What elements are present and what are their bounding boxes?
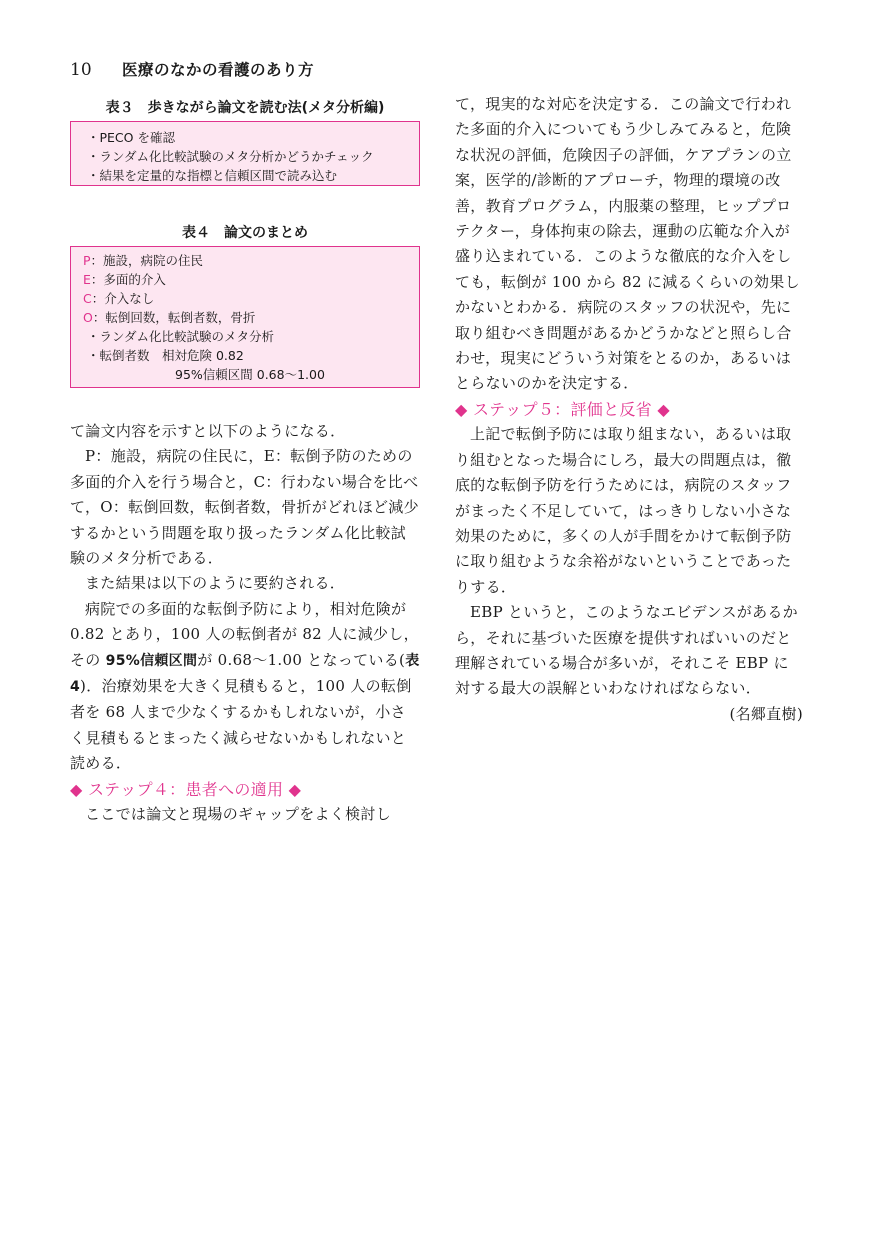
text-run: が 0.68〜1.00 となっている( [197,650,406,669]
left-column [70,419,420,828]
peco-text: ：多面的介入 [90,272,166,287]
table4-item: ・転倒者数 相対危険 0.82 [87,348,244,363]
page-number: 10 [70,60,92,80]
body-paragraph: また結果は以下のように要約される． [85,574,346,593]
table3-item: ・ランダム化比較試験のメタ分析かどうかチェック [87,149,374,164]
text-run: )．治療効果を大きく見積もると，100 人の転倒者を 68 人まで少なくするかもしれないが，小さく見積もるとまったく減らせないかもしれないと読める． [70,677,412,773]
page-header [70,58,314,80]
body-paragraph: て，現実的な対応を決定する．この論文で行われた多面的介入についてもう少しみてみると，危険な状況の評価，危険因子の評価，ケアプランの立案，医学的/診断的アプローチ，物理的環境の改善，教育プログラム，内服薬の整理，ヒッププロテクター，身体拘束の除去，運動の広範な介入が盛り込まれている．このような徹底的な介入をしても，転倒が 100 から 82 に減るくらいの効果しかないとわかる．病院のスタッフの状況や，先に取り組むべき問題があるかどうかなどと照らし合わせ，現実にどういう対策をとるのか，あるいはとらないのかを決定する． [455,95,800,393]
body-paragraph: ここでは論文と現場のギャップをよく検討し [85,805,392,824]
body-paragraph: P：施設，病院の住民に，E：転倒予防のための多面的介入を行う場合と，C：行わない場合を比べて，O：転倒回数，転倒者数，骨折がどれほど減少するかという問題を取り扱ったランダム化比較試験のメタ分析である． [70,447,419,568]
table3-box [70,121,420,186]
body-paragraph: て論文内容を示すと以下のようになる． [70,422,346,440]
peco-c [83,289,419,308]
bold-term: 95%信頼区間 [105,652,198,669]
text-run: EBP というと，このようなエビデンスがあるから，それに基づいた医療を提供すればいいのだと理解されている場合が多いが，それこそ EBP に対する最大の誤解といわなければならない． [455,603,798,698]
peco-key: C [83,291,92,306]
running-title: 医療のなかの看護のあり方 [122,61,315,79]
peco-p [83,251,419,270]
body-paragraph [70,597,420,777]
peco-e [83,270,419,289]
body-paragraph: 上記で転倒予防には取り組まない，あるいは取り組むとなった場合にしろ，最大の問題点は，徹底的な転倒予防を行うためには，病院のスタッフがまったく不足していて，はっきりしない小さな効果のために，多くの人が手間をかけて転倒予防に取り組むような余裕がないということであったりする． [455,425,792,596]
table4-ci: 95%信頼区間 0.68〜1.00 [175,367,325,382]
table4-item: ・ランダム化比較試験のメタ分析 [87,329,275,344]
table3-item: ・PECO を確認 [87,130,175,145]
table3-caption: 表３ 歩きながら論文を読む法(メタ分析編) [105,100,385,116]
peco-text: ：介入なし [91,291,155,306]
peco-text: ：施設，病院の住民 [90,253,204,268]
step5-heading: ◆ ステップ５：評価と反省 ◆ [455,399,670,419]
table4-box [70,246,420,388]
right-column [455,92,803,727]
peco-key: E [83,272,91,287]
author-signature: (名郷直樹) [729,704,803,723]
table-reference: 表 4 [70,652,420,696]
peco-key: P [83,253,91,268]
table3-item: ・結果を定量的な指標と信頼区間で読み込む [87,168,338,183]
peco-o [83,308,419,327]
step4-heading: ◆ ステップ４：患者への適用 ◆ [70,779,302,799]
peco-key: O [83,310,93,325]
peco-text: ：転倒回数，転倒者数，骨折 [92,310,256,325]
body-paragraph [455,600,803,723]
text-run: 病院での多面的な転倒予防により，相対危険が 0.82 とあり，100 人の転倒者が 82 人に減少し，その [70,599,419,669]
table4-caption: 表４ 論文のまとめ [182,225,308,241]
